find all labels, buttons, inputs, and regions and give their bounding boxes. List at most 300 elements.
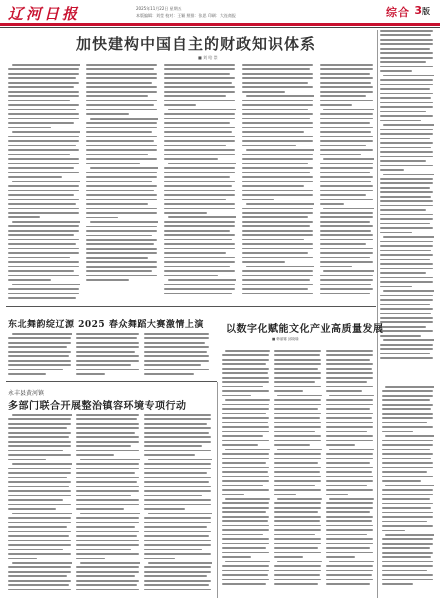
body-text-line <box>8 261 79 263</box>
body-text-line <box>12 284 80 286</box>
body-text-line <box>329 498 374 500</box>
body-text-line <box>8 575 67 577</box>
body-text-line <box>222 359 269 361</box>
body-text-line <box>380 304 430 306</box>
rural-article-kicker: 永丰县黄河镇 <box>8 390 45 397</box>
body-text-line <box>222 422 268 424</box>
body-text-line <box>222 431 269 433</box>
body-text-line <box>242 68 310 70</box>
body-text-line <box>164 68 235 70</box>
body-text-line <box>320 77 373 79</box>
body-text-line <box>144 463 211 465</box>
body-text-line <box>86 77 157 79</box>
body-text-line <box>8 337 71 339</box>
body-text-line <box>326 350 373 352</box>
body-text-line <box>380 61 426 63</box>
body-text-line <box>144 584 209 586</box>
rural-article-col-3 <box>144 414 212 596</box>
body-text-line <box>380 357 433 359</box>
body-text-line <box>8 73 79 75</box>
body-text-line <box>8 199 79 201</box>
body-text-line <box>326 368 372 370</box>
rural-article-headline: 多部门联合开展整治镇容环境专项行动 <box>8 401 187 412</box>
body-text-line <box>86 257 148 259</box>
body-text-line <box>242 122 313 124</box>
body-text-line <box>86 203 148 205</box>
body-text-line <box>380 156 433 158</box>
body-text-line <box>86 163 140 165</box>
body-text-line <box>86 226 157 228</box>
body-text-line <box>382 570 427 572</box>
body-text-line <box>76 468 139 470</box>
body-text-line <box>274 359 321 361</box>
body-text-line <box>8 526 67 528</box>
body-text-line <box>382 521 427 523</box>
body-text-line <box>382 422 427 424</box>
body-text-line <box>380 317 433 319</box>
body-text-line <box>86 122 157 124</box>
body-text-line <box>326 574 372 576</box>
culture-article-col-3 <box>326 350 374 596</box>
body-text-line <box>144 360 209 362</box>
body-text-line <box>222 368 269 370</box>
body-text-line <box>8 589 71 591</box>
body-text-line <box>242 154 313 156</box>
body-text-line <box>144 342 205 344</box>
body-text-line <box>86 199 157 201</box>
body-text-line <box>383 75 434 77</box>
body-text-line <box>242 288 308 290</box>
body-text-line <box>8 68 79 70</box>
body-text-line <box>76 499 139 501</box>
body-text-line <box>164 225 235 227</box>
body-text-line <box>380 34 431 36</box>
body-text-line <box>277 498 322 500</box>
body-text-line <box>320 127 373 129</box>
body-text-line <box>274 440 321 442</box>
body-text-line <box>326 359 370 361</box>
body-text-line <box>222 471 268 473</box>
body-text-line <box>80 562 140 564</box>
body-text-line <box>76 481 137 483</box>
body-text-line <box>80 513 140 515</box>
body-text-line <box>242 91 285 93</box>
body-text-line <box>222 354 269 356</box>
body-text-line <box>144 558 175 560</box>
body-text-line <box>326 363 373 365</box>
body-text-line <box>222 574 268 576</box>
body-text-line <box>242 82 308 84</box>
body-text-line <box>12 333 72 335</box>
body-text-line <box>326 520 372 522</box>
body-text-line <box>380 106 433 108</box>
body-text-line <box>326 431 367 433</box>
body-text-line <box>320 86 373 88</box>
body-text-line <box>326 507 373 509</box>
body-text-line <box>382 399 430 401</box>
body-text-line <box>8 185 79 187</box>
body-text-line <box>242 225 310 227</box>
body-text-line <box>380 138 430 140</box>
body-text-line <box>225 498 270 500</box>
body-text-line <box>380 182 433 184</box>
body-text-line <box>274 422 321 424</box>
body-text-line <box>86 64 157 66</box>
body-text-line <box>320 252 373 254</box>
body-text-line <box>222 458 269 460</box>
body-text-line <box>380 52 433 54</box>
body-text-line <box>329 395 374 397</box>
body-text-line <box>242 221 313 223</box>
body-text-line <box>320 243 366 245</box>
body-text-line <box>242 73 313 75</box>
body-text-line <box>383 236 434 238</box>
body-text-line <box>222 417 269 419</box>
body-text-line <box>8 127 51 129</box>
body-text-line <box>144 490 211 492</box>
body-text-line <box>164 136 235 138</box>
body-text-line <box>164 203 235 205</box>
body-text-line <box>382 476 433 478</box>
masthead-red-rule <box>0 23 440 26</box>
body-text-line <box>222 485 263 487</box>
body-text-line <box>382 530 405 532</box>
body-text-line <box>8 208 79 210</box>
body-text-line <box>320 154 361 156</box>
body-text-line <box>274 458 321 460</box>
body-text-line <box>326 511 370 513</box>
body-text-line <box>8 104 79 106</box>
body-text-line <box>86 230 157 232</box>
body-text-line <box>76 333 139 335</box>
rural-article-col-1 <box>8 414 72 596</box>
body-text-line <box>382 395 433 397</box>
body-text-line <box>320 82 371 84</box>
body-text-line <box>320 140 373 142</box>
body-text-line <box>8 109 76 111</box>
body-text-line <box>242 118 310 120</box>
body-text-line <box>8 355 69 357</box>
body-text-line <box>222 480 269 482</box>
body-text-line <box>86 158 157 160</box>
body-text-line <box>326 417 372 419</box>
body-text-line <box>326 440 373 442</box>
main-article-col-4 <box>242 64 314 304</box>
body-text-line <box>380 178 433 180</box>
body-text-line <box>144 499 211 501</box>
body-text-line <box>320 190 373 192</box>
culture-article-col-1 <box>222 350 270 596</box>
body-text-line <box>274 507 321 509</box>
body-text-line <box>274 543 321 545</box>
body-text-line <box>8 522 71 524</box>
body-text-line <box>86 235 152 237</box>
body-text-line <box>320 95 366 97</box>
body-text-line <box>326 399 373 401</box>
body-text-line <box>320 257 370 259</box>
body-text-line <box>274 485 315 487</box>
body-text-line <box>323 270 374 272</box>
body-text-line <box>8 553 71 555</box>
body-text-line <box>326 354 373 356</box>
body-text-line <box>242 185 304 187</box>
body-text-line <box>76 535 137 537</box>
body-text-line <box>164 230 230 232</box>
body-text-line <box>76 589 139 591</box>
body-text-line <box>168 109 236 111</box>
body-text-line <box>274 399 321 401</box>
body-text-line <box>8 91 79 93</box>
section-divider <box>6 381 217 382</box>
body-text-line <box>76 463 139 465</box>
body-text-line <box>320 234 373 236</box>
body-text-line <box>222 511 266 513</box>
body-text-line <box>164 113 235 115</box>
body-text-line <box>326 471 372 473</box>
body-text-line <box>274 444 310 446</box>
culture-article-byline: ■ 韩丽娜 邱晓瑜 <box>272 337 299 341</box>
body-text-line <box>274 467 321 469</box>
body-text-line <box>274 413 321 415</box>
body-text-line <box>76 549 131 551</box>
body-text-line <box>8 86 74 88</box>
body-text-line <box>164 91 235 93</box>
body-text-line <box>274 377 321 379</box>
body-text-line <box>274 534 315 536</box>
body-text-line <box>242 131 304 133</box>
body-text-line <box>8 248 79 250</box>
body-text-line <box>164 293 232 295</box>
body-text-line <box>320 104 352 106</box>
body-text-line <box>382 471 427 473</box>
body-text-line <box>380 57 433 59</box>
body-text-line <box>320 73 370 75</box>
body-text-line <box>76 355 139 357</box>
body-text-line <box>222 413 266 415</box>
body-text-line <box>144 566 211 568</box>
body-text-line <box>76 580 139 582</box>
body-text-line <box>86 86 157 88</box>
body-text-line <box>326 408 370 410</box>
body-text-line <box>326 516 373 518</box>
body-text-line <box>222 565 269 567</box>
body-text-line <box>168 279 236 281</box>
body-text-line <box>323 158 374 160</box>
body-text-line <box>326 372 373 374</box>
body-text-line <box>144 355 209 357</box>
body-text-line <box>320 284 371 286</box>
body-text-line <box>144 441 211 443</box>
body-text-line <box>222 408 269 410</box>
body-text-line <box>144 540 211 542</box>
body-text-line <box>242 248 313 250</box>
body-text-line <box>76 445 131 447</box>
body-text-line <box>76 373 105 375</box>
body-text-line <box>274 471 320 473</box>
body-text-line <box>86 176 157 178</box>
body-text-line <box>164 100 235 102</box>
body-text-line <box>8 472 71 474</box>
body-text-line <box>274 538 321 540</box>
body-text-line <box>320 225 373 227</box>
body-text-line <box>380 295 433 297</box>
body-text-line <box>320 279 373 281</box>
body-text-line <box>380 70 412 72</box>
body-text-line <box>274 552 321 554</box>
body-text-line <box>222 520 268 522</box>
body-text-line <box>144 369 209 371</box>
body-text-line <box>326 489 373 491</box>
body-text-line <box>86 185 157 187</box>
body-text-line <box>164 104 196 106</box>
body-text-line <box>86 140 154 142</box>
body-text-line <box>76 584 137 586</box>
body-text-line <box>380 286 412 288</box>
body-text-line <box>76 504 139 506</box>
body-text-line <box>222 462 266 464</box>
body-text-line <box>326 444 355 446</box>
body-text-line <box>144 553 211 555</box>
body-text-line <box>274 556 303 558</box>
body-text-line <box>326 525 373 527</box>
body-text-line <box>382 444 433 446</box>
body-text-line <box>8 257 70 259</box>
page-number-suffix: 版 <box>422 7 430 16</box>
body-text-line <box>86 131 152 133</box>
body-text-line <box>323 109 374 111</box>
body-text-line <box>222 489 269 491</box>
body-text-line <box>385 435 434 437</box>
body-text-line <box>12 64 80 66</box>
body-text-line <box>8 172 79 174</box>
body-text-line <box>382 507 431 509</box>
body-text-line <box>320 172 370 174</box>
body-text-line <box>320 118 373 120</box>
body-text-line <box>222 395 251 397</box>
body-text-line <box>222 534 263 536</box>
body-text-line <box>8 100 70 102</box>
body-text-line <box>86 91 157 93</box>
body-text-line <box>242 113 313 115</box>
body-text-line <box>8 122 74 124</box>
body-text-line <box>380 48 430 50</box>
body-text-line <box>242 100 313 102</box>
culture-article-headline: 以数字化赋能文化产业高质量发展 <box>226 324 384 335</box>
body-text-line <box>144 337 209 339</box>
body-text-line <box>144 468 211 470</box>
body-text-line <box>222 372 268 374</box>
body-text-line <box>86 154 148 156</box>
body-text-line <box>164 190 235 192</box>
body-text-line <box>90 221 158 223</box>
body-text-line <box>8 234 74 236</box>
body-text-line <box>242 167 313 169</box>
body-text-line <box>8 540 71 542</box>
main-headline: 加快建构中国自主的财政知识体系 <box>76 35 317 53</box>
body-text-line <box>8 481 71 483</box>
body-text-line <box>242 104 313 106</box>
body-text-line <box>8 279 51 281</box>
body-text-line <box>326 547 370 549</box>
body-text-line <box>8 441 71 443</box>
body-text-line <box>242 212 313 214</box>
body-text-line <box>380 88 430 90</box>
body-text-line <box>8 190 79 192</box>
page-number-value: 3 <box>414 4 422 17</box>
body-text-line <box>164 199 226 201</box>
body-text-line <box>380 120 421 122</box>
body-text-line <box>242 234 313 236</box>
body-text-line <box>164 261 235 263</box>
body-text-line <box>8 243 76 245</box>
body-text-line <box>76 441 139 443</box>
body-text-line <box>382 413 433 415</box>
body-text-line <box>242 86 313 88</box>
body-text-line <box>164 266 230 268</box>
body-text-line <box>222 381 269 383</box>
body-text-line <box>382 426 433 428</box>
body-text-line <box>86 136 157 138</box>
body-text-line <box>274 381 315 383</box>
body-text-line <box>164 140 235 142</box>
body-text-line <box>382 453 433 455</box>
body-text-line <box>164 212 207 214</box>
body-text-line <box>242 275 313 277</box>
body-text-line <box>8 454 71 456</box>
body-text-line <box>76 558 105 560</box>
body-text-line <box>326 426 373 428</box>
body-text-line <box>320 199 373 201</box>
body-text-line <box>320 64 373 66</box>
body-text-line <box>164 127 235 129</box>
body-text-line <box>382 574 433 576</box>
body-text-line <box>144 526 207 528</box>
body-text-line <box>274 462 318 464</box>
body-text-line <box>8 118 79 120</box>
body-text-line <box>320 163 373 165</box>
body-text-line <box>8 432 71 434</box>
body-text-line <box>8 499 63 501</box>
body-text-line <box>164 270 235 272</box>
body-text-line <box>8 95 79 97</box>
body-text-line <box>222 529 269 531</box>
body-text-line <box>382 503 433 505</box>
body-text-line <box>76 369 139 371</box>
body-text-line <box>86 73 157 75</box>
body-text-line <box>320 203 344 205</box>
body-text-line <box>242 140 313 142</box>
body-text-line <box>326 502 373 504</box>
body-text-line <box>274 547 318 549</box>
body-text-line <box>86 172 157 174</box>
body-text-line <box>8 490 71 492</box>
body-text-line <box>76 522 139 524</box>
body-text-line <box>222 507 269 509</box>
body-text-line <box>76 531 139 533</box>
body-text-line <box>274 350 321 352</box>
body-text-line <box>385 386 434 388</box>
body-text-line <box>168 163 236 165</box>
body-text-line <box>326 413 373 415</box>
body-text-line <box>86 252 157 254</box>
body-text-line <box>246 95 314 97</box>
body-text-line <box>320 149 373 151</box>
body-text-line <box>8 149 79 151</box>
body-text-line <box>76 472 135 474</box>
body-text-line <box>222 556 251 558</box>
body-text-line <box>382 390 433 392</box>
body-text-line <box>326 462 370 464</box>
